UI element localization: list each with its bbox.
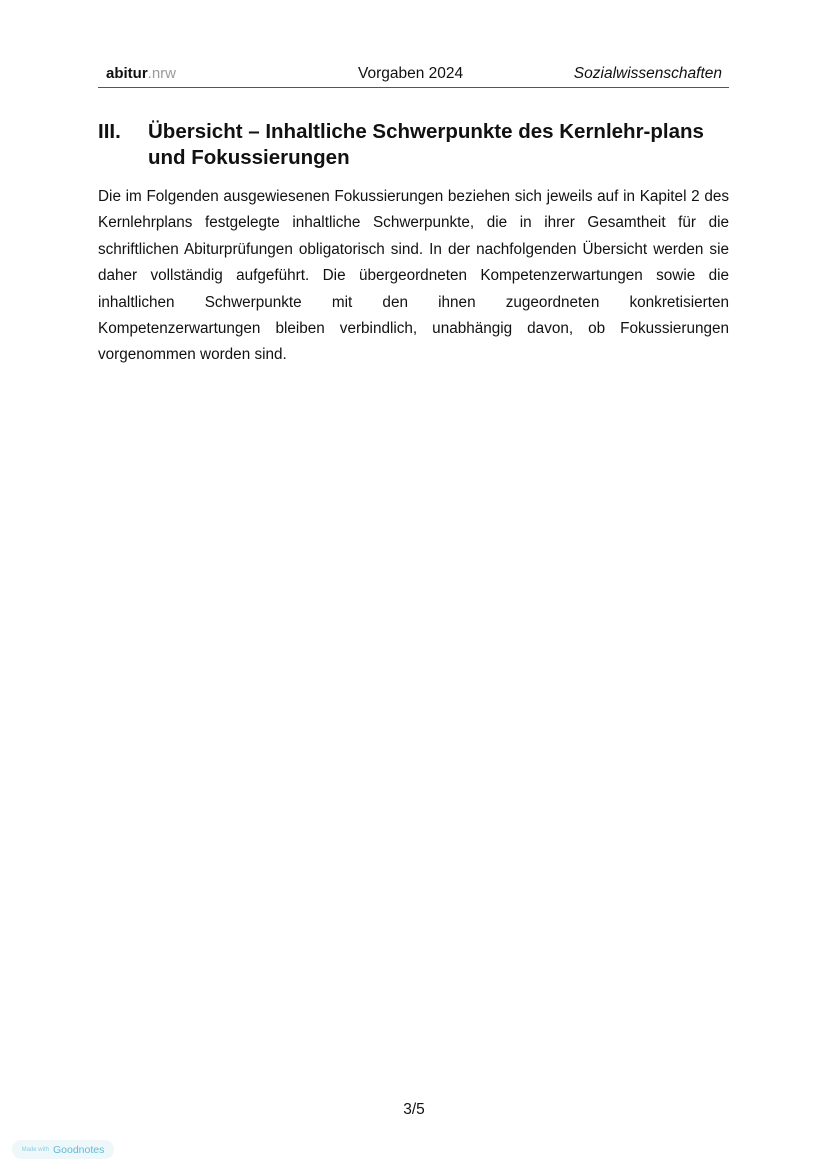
body-paragraph: Die im Folgenden ausgewiesenen Fokussierungen beziehen sich jeweils auf in Kapitel 2 des Kernlehrplans festgelegte inhaltliche Schwerpunkte, die in ihrer Gesamtheit für die schriftlichen Abiturprüfungen obligatorisch sind. In der nachfolgenden Übersicht werden sie daher vollständig aufgeführt. Die übergeordneten Kompetenzerwartungen sowie die inhaltlichen Schwerpunkte mit den ihnen zugeordneten konkretisierten Kompetenzerwartungen bleiben verbindlich, unabhängig davon, ob Fokussierungen vorgenommen worden sind. [98, 188, 729, 364]
watermark-made-with: Made with [21, 1146, 49, 1153]
goodnotes-watermark [12, 1140, 114, 1159]
header-brand-suffix: .nrw [147, 65, 177, 82]
header-subject: Sozialwissenschaften [573, 65, 722, 82]
header-center-title: Vorgaben 2024 [358, 65, 464, 82]
header-brand [106, 65, 176, 82]
section-title: Übersicht – Inhaltliche Schwerpunkte des Kernlehr-plans und Fokussierungen [148, 120, 704, 169]
header-brand-main: abitur [106, 65, 148, 82]
page-header [98, 63, 729, 88]
section-number: III. [98, 120, 121, 143]
page-number: 3/5 [403, 1101, 425, 1118]
watermark-brand: Goodnotes [52, 1143, 105, 1156]
